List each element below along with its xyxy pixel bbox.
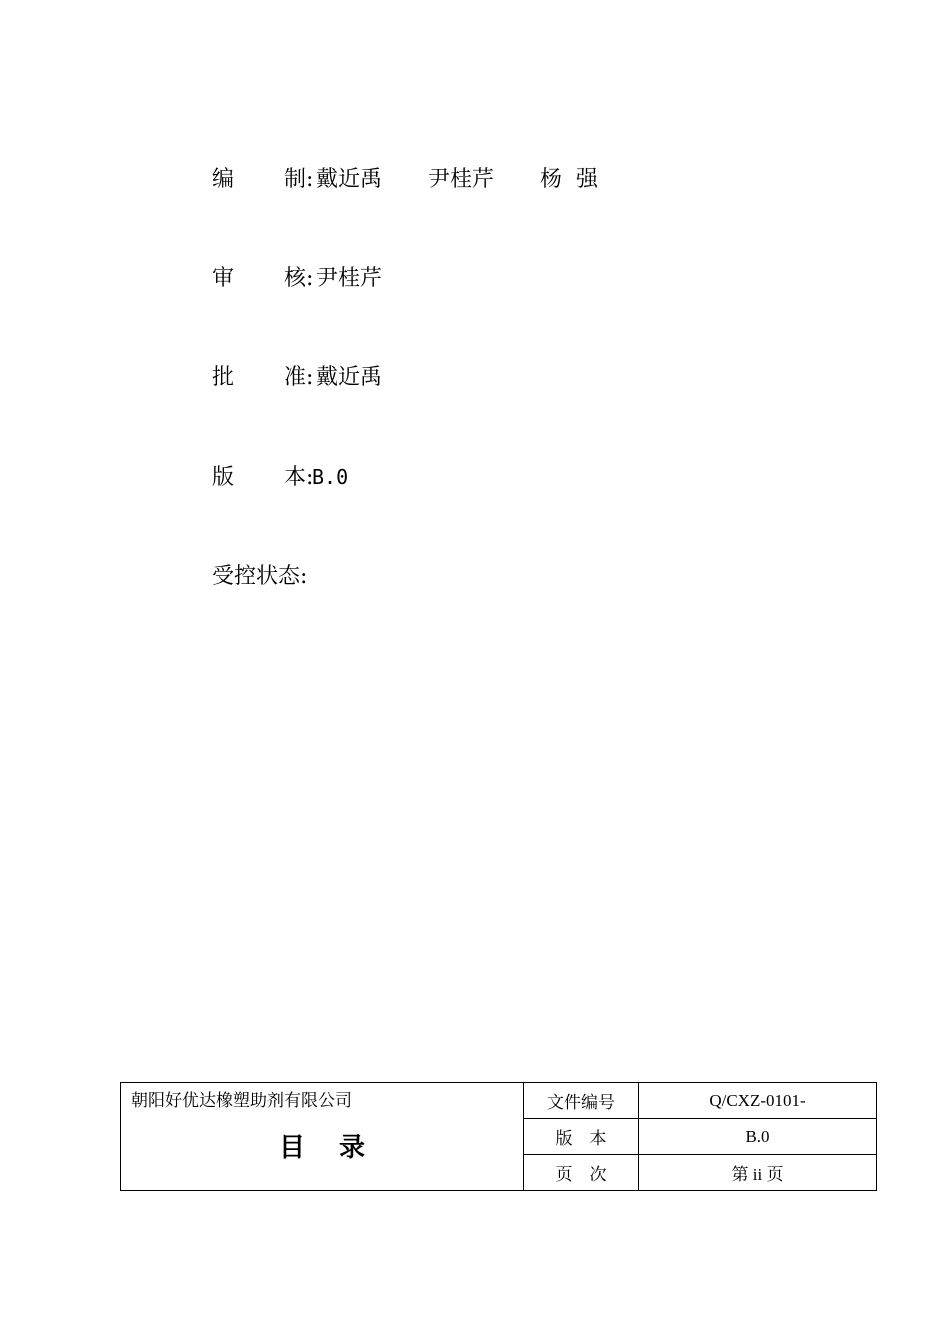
- approved-label-1: 批: [212, 365, 235, 390]
- version-value-cell: B.0: [639, 1119, 877, 1155]
- approver-name: 戴近禹: [316, 365, 383, 390]
- file-number-value: Q/CXZ-0101-: [639, 1083, 877, 1119]
- file-number-label: 文件编号: [524, 1083, 639, 1119]
- approved-by-row: [212, 358, 382, 398]
- version-label-2: 本:: [284, 465, 314, 490]
- reviewed-by-row: [212, 259, 382, 299]
- version-label-cell: 版 本: [524, 1119, 639, 1155]
- approved-label-2: 准:: [284, 365, 314, 390]
- version-row: [212, 457, 348, 498]
- compiled-by-row: [212, 160, 598, 200]
- compiler-name-2: 尹桂芹: [428, 167, 495, 192]
- control-status-row: [212, 557, 307, 597]
- reviewed-label-1: 审: [212, 266, 235, 291]
- document-header-table: [120, 1082, 877, 1191]
- compiled-label-2: 制:: [284, 167, 314, 192]
- document-title: 目录: [278, 1133, 399, 1162]
- company-title-cell: [121, 1083, 524, 1191]
- reviewed-label-2: 核:: [284, 266, 314, 291]
- page-label-cell: 页 次: [524, 1155, 639, 1191]
- version-label-1: 版: [212, 465, 235, 490]
- version-value: B.0: [312, 465, 349, 489]
- control-status-label: 受控状态:: [212, 564, 308, 589]
- company-name: 朝阳好优达橡塑助剂有限公司: [131, 1091, 352, 1110]
- reviewer-name: 尹桂芹: [316, 266, 383, 291]
- page-value-cell: 第 ii 页: [639, 1155, 877, 1191]
- compiler-name-3: 杨 强: [540, 167, 599, 192]
- compiled-label-1: 编: [212, 167, 235, 192]
- compiler-name-1: 戴近禹: [316, 167, 383, 192]
